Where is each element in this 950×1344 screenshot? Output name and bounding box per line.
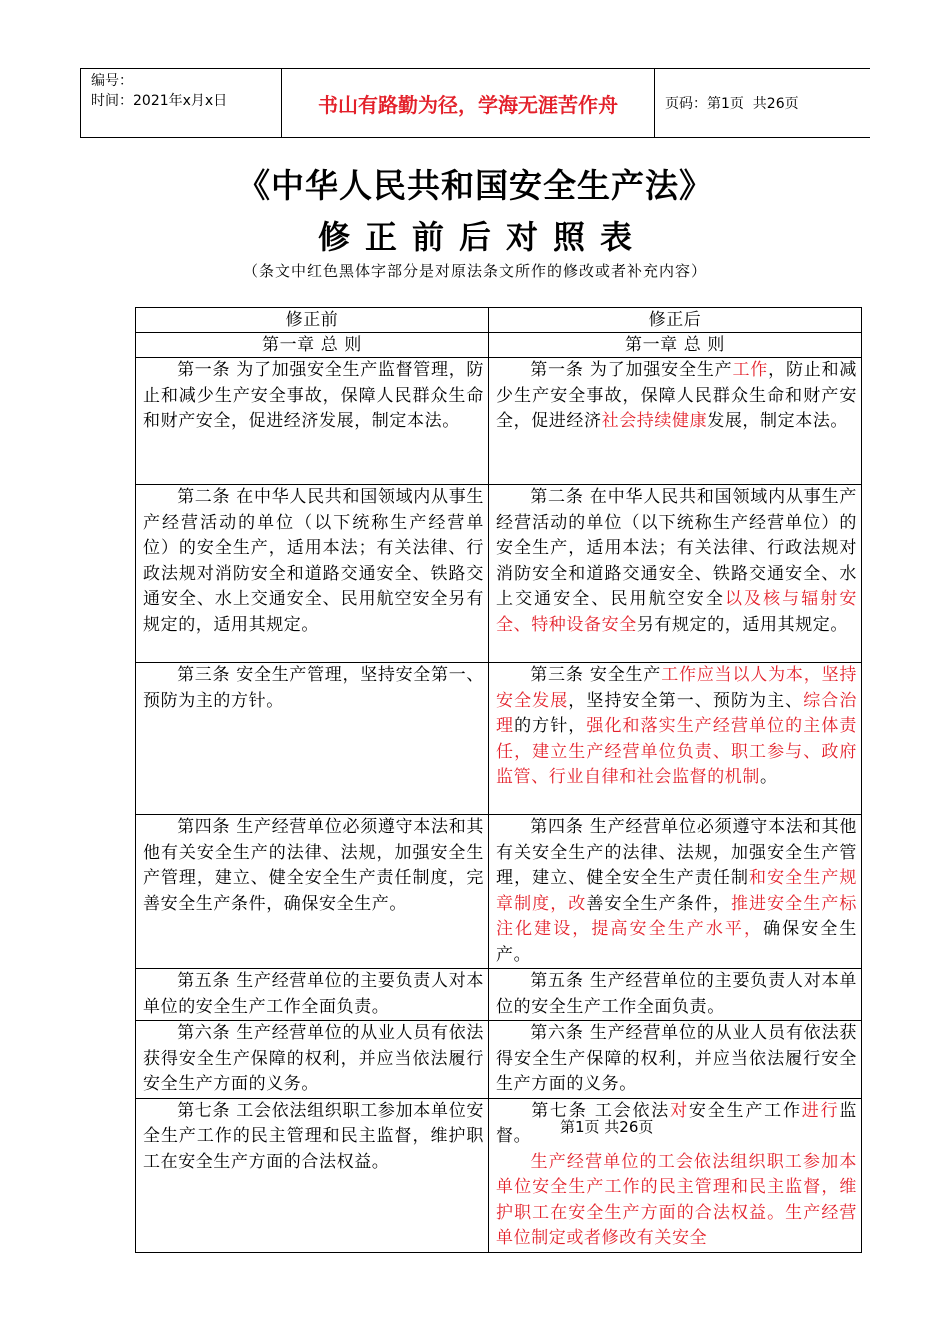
article-text: 第一条 为了加强安全生产 [530, 360, 733, 380]
number-label: 编号： [91, 73, 133, 89]
chapter-row [136, 333, 862, 358]
article-row [136, 1098, 862, 1252]
article-text: 第六条 生产经营单位的从业人员有依法获得安全生产保障的权利，并应当依法履行安全生产方面的义务。 [143, 1023, 484, 1094]
article-row [136, 358, 862, 485]
article-after [489, 663, 862, 815]
article-text: ，防止和减少生产安全事故，保障人民群众生命和财产安全，促进经济 [496, 360, 858, 431]
article-text: 第五条 生产经营单位的主要负责人对本单位的安全生产工作全面负责。 [143, 971, 484, 1017]
article-before [136, 358, 489, 485]
article-before [136, 969, 489, 1021]
amended-text: 社会持续健康 [601, 411, 708, 431]
amended-text: 对 [670, 1100, 689, 1121]
article-after [489, 1021, 862, 1099]
article-text: 第六条 生产经营单位的从业人员有依法获得安全生产保障的权利，并应当依法履行安全生产方面的义务。 [496, 1023, 857, 1094]
amended-text: 进行 [801, 1100, 840, 1121]
time-label: 时间：2021年x月x日 [91, 93, 228, 109]
document-note: （条文中红色黑体字部分是对原法条文所作的修改或者补充内容） [242, 262, 707, 280]
article-after [489, 485, 862, 663]
article-row [136, 969, 862, 1021]
amended-text: 综合治理 [496, 690, 857, 736]
article-before [136, 1098, 489, 1252]
article-text: 。 [760, 767, 778, 787]
header-page [655, 69, 870, 137]
col-header-before: 修正前 [136, 308, 489, 333]
page-label: 页码：第1页 共26页 [665, 96, 799, 112]
article-text: 第一条 为了加强安全生产监督管理，防止和减少生产安全事故，保障人民群众生命和财产安全，促进经济发展，制定本法。 [143, 360, 484, 431]
article-text: 安全生产工作 [688, 1100, 802, 1121]
amended-text: 和安全生产规章制度，改 [496, 868, 857, 914]
article-text: 善安全生产条件， [586, 893, 731, 914]
article-row [136, 1021, 862, 1099]
article-after [489, 1098, 862, 1252]
article-text: 发展，制定本法。 [707, 411, 849, 431]
article-text: 第七条 工会依法 [530, 1100, 671, 1121]
article-before [136, 663, 489, 815]
article-row [136, 485, 862, 663]
amended-text: 生产经营单位的工会依法组织职工参加本单位安全生产工作的民主管理和民主监督，维护职工在安全生产方面的合法权益。生产经营单位制定或者修改有关安全 [496, 1151, 857, 1248]
comparison-table [135, 307, 862, 1253]
article-before [136, 815, 489, 969]
header-meta [80, 69, 282, 137]
page-footer: 第1页 共26页 [560, 1118, 654, 1136]
amended-text: 工作应当以人为本，坚持安全发展 [496, 665, 857, 711]
article-before [136, 1021, 489, 1099]
article-text: 第四条 生产经营单位必须遵守本法和其他有关安全生产的法律、法规，加强安全生产管理，建立、健全安全生产责任制度，完善安全生产条件，确保安全生产。 [143, 817, 484, 914]
article-text: ，坚持安全第一、预防为主、 [568, 690, 804, 711]
article-text: 第七条 工会依法组织职工参加本单位安全生产工作的民主管理和民主监督，维护职工在安全生产方面的合法权益。 [143, 1100, 484, 1172]
article-text: 第四条 生产经营单位必须遵守本法和其他有关安全生产的法律、法规，加强安全生产管理，建立、健全安全生产责任制 [496, 817, 857, 888]
amended-text: 强化和落实生产经营单位的主体责任，建立生产经营单位负责、职工参与、政府监管、行业自律和社会监督的机制 [496, 716, 857, 787]
document-subtitle: 修正前后对照表 [317, 218, 647, 256]
amended-text: 以及核与辐射安全、特种设备安全 [496, 589, 858, 635]
chapter-before: 第一章 总 则 [136, 333, 489, 358]
article-text: 的方针， [514, 716, 587, 736]
amended-text: 工作 [732, 360, 769, 380]
article-text: 监督。 [496, 1100, 857, 1146]
document-title: 《中华人民共和国安全生产法》 [237, 166, 713, 205]
article-after [489, 969, 862, 1021]
article-text: 第三条 安全生产管理，坚持安全第一、预防为主的方针。 [143, 665, 484, 711]
article-row [136, 663, 862, 815]
article-text: 第五条 生产经营单位的主要负责人对本单位的安全生产工作全面负责。 [496, 971, 857, 1017]
article-text: 第二条 在中华人民共和国领域内从事生产经营活动的单位（以下统称生产经营单位）的安全生产，适用本法；有关法律、行政法规对消防安全和道路交通安全、铁路交通安全、水上交通安全、民用航空安全 [496, 487, 857, 609]
article-text: 第三条 安全生产 [530, 665, 662, 685]
article-text: 确保安全生产。 [496, 919, 858, 965]
table-header-row [136, 308, 862, 333]
header-motto: 书山有路勤为径，学海无涯苦作舟 [282, 69, 655, 137]
article-text: 第二条 在中华人民共和国领域内从事生产经营活动的单位（以下统称生产经营单位）的安全生产，适用本法；有关法律、行政法规对消防安全和道路交通安全、铁路交通安全、水上交通安全、民用航空安全另有规定的，适用其规定。 [143, 487, 484, 635]
article-after [489, 815, 862, 969]
chapter-after: 第一章 总 则 [489, 333, 862, 358]
article-text: 另有规定的，适用其规定。 [636, 614, 849, 635]
document-header [80, 68, 870, 138]
article-row [136, 815, 862, 969]
amended-text: 推进安全生产标注化建设，提高安全生产水平， [496, 893, 858, 939]
col-header-after: 修正后 [489, 308, 862, 333]
article-before [136, 485, 489, 663]
article-after [489, 358, 862, 485]
